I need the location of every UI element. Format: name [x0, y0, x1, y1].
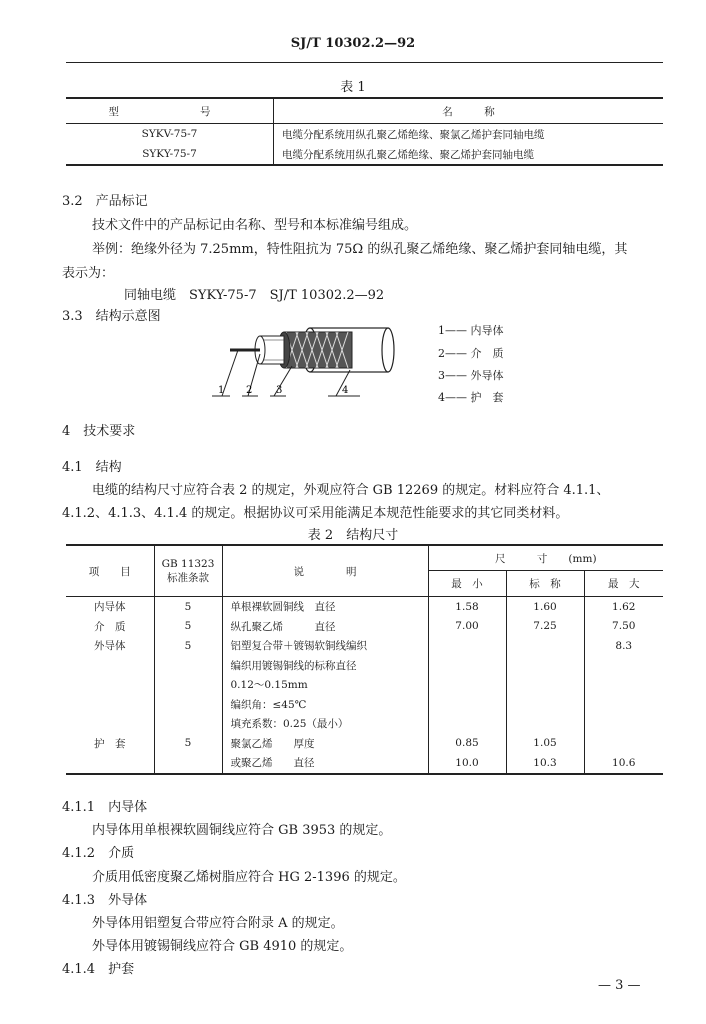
gb-header-line-2: 标准条款 — [167, 571, 209, 584]
nominal-cell — [506, 636, 584, 656]
description-cell: 或聚乙烯 直径 — [222, 753, 428, 774]
table-2 — [66, 544, 663, 775]
nominal-cell: 1.60 — [506, 597, 584, 617]
item-cell: 内导体 — [66, 597, 154, 617]
description-cell: 编织用镀锡铜线的标称直径 — [222, 656, 428, 676]
description-cell: 单根裸软圆铜线 直径 — [222, 597, 428, 617]
min-cell — [428, 695, 506, 715]
legend-item: 2—— 介 质 — [438, 347, 504, 360]
table-row — [66, 597, 663, 617]
section-4-1-3-para-2: 外导体用镀锡铜线应符合 GB 4910 的规定。 — [92, 939, 353, 954]
max-cell: 10.6 — [584, 753, 663, 774]
name-cell: 电缆分配系统用纵孔聚乙烯绝缘、聚乙烯护套同轴电缆 — [274, 144, 664, 165]
section-4-1-1-heading: 4.1.1 内导体 — [62, 800, 148, 815]
min-cell: 7.00 — [428, 617, 506, 637]
section-4-1-heading: 4.1 结构 — [62, 460, 122, 475]
legend-item: 1—— 内导体 — [438, 324, 504, 337]
name-cell: 电缆分配系统用纵孔聚乙烯绝缘、聚氯乙烯护套同轴电缆 — [282, 128, 545, 141]
legend-item: 4—— 护 套 — [438, 391, 504, 404]
nominal-cell — [506, 656, 584, 676]
diagram-number-1: 1 — [218, 385, 225, 396]
table-row — [66, 636, 663, 656]
legend-item: 3—— 外导体 — [438, 369, 504, 382]
gb-clause-cell — [154, 675, 222, 695]
table-1 — [66, 97, 663, 166]
gb-clause-cell: 5 — [154, 617, 222, 637]
nominal-cell — [506, 695, 584, 715]
table2-body — [66, 597, 663, 774]
item-cell — [66, 753, 154, 774]
max-cell: 7.50 — [612, 620, 636, 633]
gb-clause-cell — [154, 714, 222, 734]
diagram-number-3: 3 — [276, 385, 283, 396]
section-4-1-3-para-1: 外导体用铝塑复合带应符合附录 A 的规定。 — [92, 916, 344, 931]
max-cell — [584, 675, 663, 695]
header-rule — [66, 62, 663, 63]
table2-caption: 表 2 结构尺寸 — [307, 528, 399, 543]
section-4-1-2-para: 介质用低密度聚乙烯树脂应符合 HG 2-1396 的规定。 — [92, 870, 406, 885]
section-3-2-heading: 3.2 产品标记 — [62, 194, 148, 209]
max-cell — [584, 734, 663, 754]
gb-clause-cell — [154, 656, 222, 676]
section-3-2-para-3: 表示为： — [62, 266, 115, 281]
table2-header-item: 项 目 — [66, 545, 154, 597]
table1-header-name: 名 称 — [274, 98, 664, 124]
table-row — [66, 695, 663, 715]
description-cell: 聚氯乙烯 厚度 — [222, 734, 428, 754]
section-4-1-para-1: 电缆的结构尺寸应符合表 2 的规定，外观应符合 GB 12269 的规定。材料应符合 4.1.1、 — [92, 483, 610, 498]
table-row — [66, 124, 663, 145]
gb-clause-cell: 5 — [154, 597, 222, 617]
description-cell: 编织角：≤45℃ — [222, 695, 428, 715]
item-cell: 外导体 — [66, 636, 154, 656]
nominal-cell: 7.25 — [506, 617, 584, 637]
section-3-2-para-2: 举例：绝缘外径为 7.25mm，特性阻抗为 75Ω 的纵孔聚乙烯绝缘、聚乙烯护套同轴电缆，其 — [92, 242, 628, 257]
table2-header-max: 最 大 — [584, 571, 663, 597]
max-cell — [584, 695, 663, 715]
section-4-heading: 4 技术要求 — [62, 424, 136, 439]
min-cell — [428, 675, 506, 695]
table2-header-desc: 说 明 — [222, 545, 428, 597]
min-cell — [428, 714, 506, 734]
description-cell: 0.12～0.15mm — [222, 675, 428, 695]
table-row — [66, 617, 663, 637]
item-cell — [66, 714, 154, 734]
gb-clause-cell: 5 — [154, 734, 222, 754]
page-header: SJ/T 10302.2—92 — [290, 36, 416, 51]
max-cell — [584, 714, 663, 734]
item-cell: 介 质 — [66, 617, 154, 637]
item-cell — [66, 656, 154, 676]
table2-header-nominal: 标 称 — [506, 571, 584, 597]
table-row — [66, 144, 663, 165]
table-row — [66, 675, 663, 695]
nominal-cell: 10.3 — [506, 753, 584, 774]
section-4-1-4-heading: 4.1.4 护套 — [62, 962, 135, 977]
product-marking-example: 同轴电缆 SYKY-75-7 SJ/T 10302.2—92 — [124, 288, 385, 303]
jacket-end — [382, 328, 394, 372]
table1-header-model: 型 号 — [66, 98, 274, 124]
table-row — [66, 753, 663, 774]
diagram-number-4: 4 — [342, 385, 349, 396]
model-cell: SYKY-75-7 — [66, 144, 274, 165]
nominal-cell — [506, 675, 584, 695]
description-cell: 铝塑复合带＋镀锡软铜线编织 — [222, 636, 428, 656]
page-number: — 3 — — [598, 978, 641, 993]
table-row — [66, 714, 663, 734]
min-cell — [428, 636, 506, 656]
nominal-cell — [506, 714, 584, 734]
min-cell — [428, 656, 506, 676]
gb-clause-cell — [154, 753, 222, 774]
min-cell: 10.0 — [428, 753, 506, 774]
min-cell: 1.58 — [428, 597, 506, 617]
max-cell — [584, 656, 663, 676]
section-4-1-para-2: 4.1.2、4.1.3、4.1.4 的规定。根据协议可采用能满足本规范性能要求的其它同类材料。 — [62, 506, 569, 521]
max-cell: 1.62 — [612, 600, 636, 613]
item-cell — [66, 675, 154, 695]
table-row — [66, 656, 663, 676]
model-cell: SYKV-75-7 — [66, 124, 274, 145]
gb-header-line-1: GB 11323 — [161, 557, 215, 570]
table2-header-gb — [154, 545, 222, 597]
min-cell: 0.85 — [428, 734, 506, 754]
section-4-1-3-heading: 4.1.3 外导体 — [62, 893, 148, 908]
nominal-cell: 1.05 — [506, 734, 584, 754]
section-4-1-1-para: 内导体用单根裸软圆铜线应符合 GB 3953 的规定。 — [92, 823, 392, 838]
gb-clause-cell — [154, 695, 222, 715]
section-3-2-para-1: 技术文件中的产品标记由名称、型号和本标准编号组成。 — [92, 218, 418, 233]
gb-clause-cell: 5 — [154, 636, 222, 656]
description-cell: 填充系数：0.25（最小） — [222, 714, 428, 734]
max-cell: 8.3 — [615, 639, 633, 652]
section-4-1-2-heading: 4.1.2 介质 — [62, 846, 135, 861]
description-cell: 纵孔聚乙烯 直径 — [222, 617, 428, 637]
item-cell — [66, 695, 154, 715]
table2-header-dimension: 尺 寸 (mm) — [428, 545, 663, 571]
cable-structure-diagram — [200, 318, 400, 408]
diagram-number-2: 2 — [246, 385, 253, 396]
table2-header-min: 最 小 — [428, 571, 506, 597]
table1-caption: 表 1 — [340, 80, 366, 95]
table-row — [66, 734, 663, 754]
item-cell: 护 套 — [66, 734, 154, 754]
section-3-3-heading: 3.3 结构示意图 — [62, 309, 161, 324]
